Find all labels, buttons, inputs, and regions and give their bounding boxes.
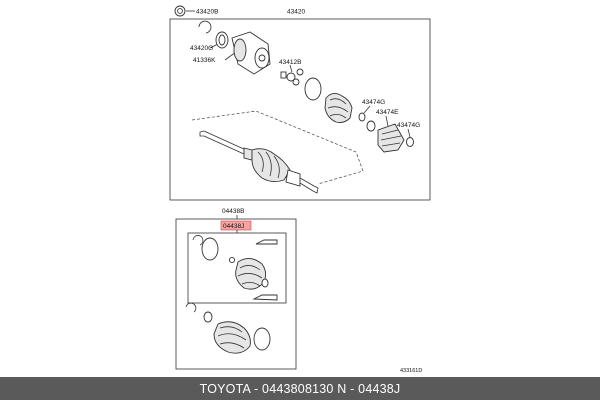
part-kit-inner-boot[interactable] xyxy=(236,258,266,289)
part-kit-clamp-small-2[interactable] xyxy=(204,312,212,322)
part-inner-boot[interactable] xyxy=(325,93,352,122)
part-kit-grease-tube-1[interactable] xyxy=(256,240,277,244)
part-kit-snap-ring[interactable] xyxy=(193,235,203,245)
footer-caption: TOYOTA - 0443808130 N - 04438J xyxy=(0,377,600,400)
part-kit-clamp-large[interactable] xyxy=(202,238,218,260)
part-clamp-small-3[interactable] xyxy=(407,138,414,147)
label-43474g-2: 43474G xyxy=(397,122,421,129)
label-43420g: 43420G xyxy=(190,45,214,52)
label-43474g-1: 43474G xyxy=(362,99,386,106)
label-43474e: 43474E xyxy=(376,109,399,116)
label-41336k: 41336K xyxy=(193,57,216,64)
part-kit-ring-tiny[interactable] xyxy=(229,257,234,262)
part-driveshaft-assembly[interactable] xyxy=(200,131,318,193)
diagram-code: 433161D xyxy=(400,368,423,374)
part-clamp-small-2[interactable] xyxy=(367,121,375,131)
part-43420b[interactable] xyxy=(175,6,185,16)
part-kit-clamp-large-2[interactable] xyxy=(254,328,270,350)
part-kit-snap-ring-2[interactable] xyxy=(186,303,196,312)
label-43420b: 43420B xyxy=(196,8,219,16)
label-04438j[interactable]: 04438J xyxy=(223,223,245,230)
part-kit-grease-tube-2[interactable] xyxy=(254,295,277,300)
part-kit-outer-boot[interactable] xyxy=(214,322,250,353)
part-41336k-housing[interactable] xyxy=(232,32,270,74)
part-clamp-small-1[interactable] xyxy=(359,113,365,121)
label-04438b: 04438B xyxy=(222,208,245,215)
part-43420g-cup[interactable] xyxy=(216,32,228,48)
part-clamp-large[interactable] xyxy=(305,78,321,100)
part-snap-ring[interactable] xyxy=(199,21,211,33)
part-kit-clamp-small[interactable] xyxy=(262,279,268,287)
label-43420: 43420 xyxy=(287,8,306,16)
label-43412b: 43412B xyxy=(279,59,302,66)
